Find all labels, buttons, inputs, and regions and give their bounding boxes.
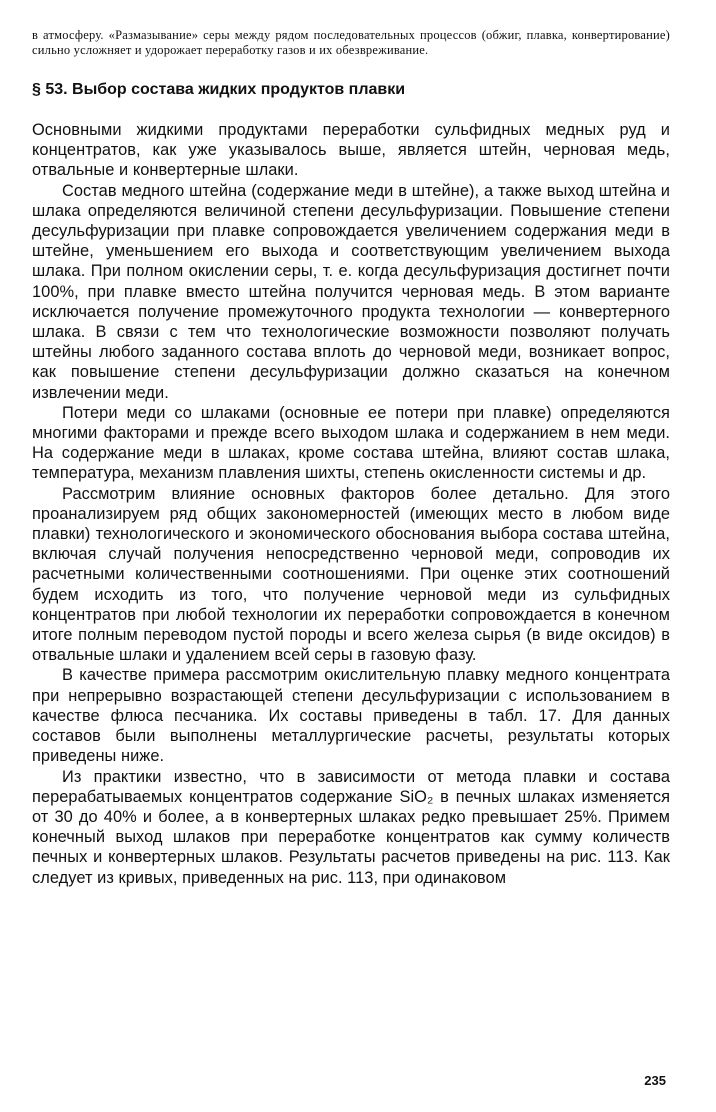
section-heading: § 53. Выбор состава жидких продуктов плавки [32,81,406,98]
paragraph-3: Потери меди со шлаками (основные ее потери при плавке) определяются многими факторами и прежде всего выходом шлака и содержанием в нем меди. На содержание меди в шлаках, кроме состава штейна, влияют состав шлака, температура, механизм плавления шихты, степень окисленности системы и др. [32,403,670,483]
paragraph-5: В качестве примера рассмотрим окислительную плавку медного концентрата при непрерывно возрастающей степени десульфуризации с использованием в качестве флюса песчаника. Их составы приведены в табл. 17. Для данных составов были выполнены металлургические расчеты, результаты которых приведены ниже. [32,666,670,766]
paragraph-4: Рассмотрим влияние основных факторов более детально. Для этого проанализируем ряд общих закономерностей (имеющих место в любом виде плавки) технологического и экономического обоснования выбора состава штейна, включая случай получения непосредственно черновой меди, сопроводив их расчетными количественными соотношениями. При оценке этих соотношений будем исходить из того, что получение черновой меди из сульфидных концентратов при любой технологии их переработки сопровождается в конечном итоге полным переводом пустой породы и всего железа сырья (в виде оксидов) в отвальные шлаки и удалением всей серы в газовую фазу. [32,484,670,665]
intro-text: в атмосферу. «Размазывание» серы между рядом последовательных процессов (обжиг, плавка, конвертирование) сильно усложняет и удорожает переработку газов и их обезвреживание. [32,28,670,57]
page-number: 235 [644,1073,666,1088]
paragraph-2: Состав медного штейна (содержание меди в штейне), а также выход штейна и шлака определяются величиной степени десульфуризации. Повышение степени десульфуризации при плавке сопровождается увеличением содержания меди в штейне, уменьшением его выхода и соответствующим увеличением выхода шлака. При полном окислении серы, т. е. когда десульфуризация достигнет почти 100%, при плавке вместо штейна получится черновая медь. В этом варианте исключается получение промежуточного продукта технологии — конвертерного шлака. В связи с тем что технологические возможности позволяют получать штейны любого заданного состава вплоть до черновой меди, возникает вопрос, как повышение степени десульфуризации должно сказаться на конечном извлечении меди. [32,181,670,402]
book-page [32,28,670,1088]
paragraph-6: Из практики известно, что в зависимости от метода плавки и состава перерабатываемых концентратов содержание SiO₂ в печных шлаках изменяется от 30 до 40% и более, а в конвертерных шлаках редко превышает 25%. Примем конечный выход шлаков при переработке концентратов как сумму количеств печных и конвертерных шлаков. Результаты расчетов приведены на рис. 113. Как следует из кривых, приведенных на рис. 113, при одинаковом [32,767,670,887]
paragraph-1: Основными жидкими продуктами переработки сульфидных медных руд и концентратов, как уже указывалось выше, является штейн, черновая медь, отвальные и конвертерные шлаки. [32,121,670,180]
body-text [32,120,670,888]
